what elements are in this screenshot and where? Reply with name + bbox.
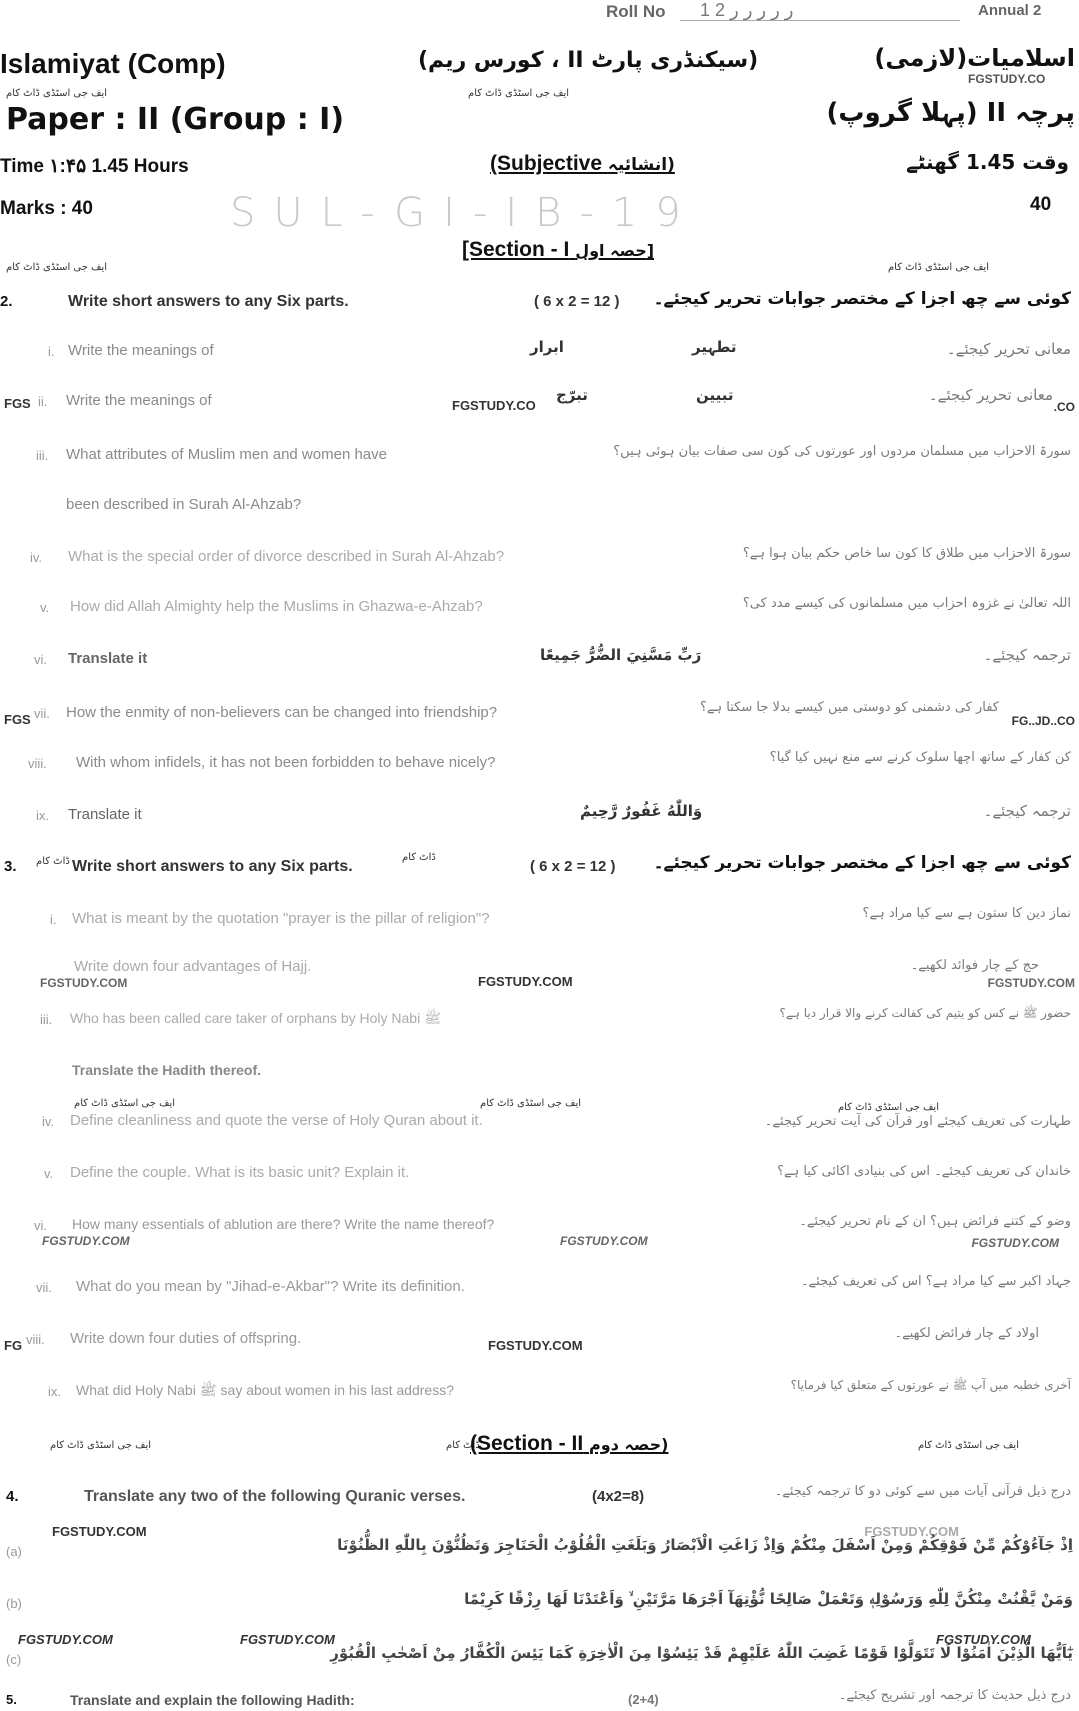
q2-part-num: vi. [34, 652, 47, 667]
watermark-urdu: ایف جی اسٹڈی ڈاٹ کام [480, 1098, 582, 1109]
q2-instruction-en: Write short answers to any Six parts. [68, 293, 349, 310]
q4-verse: اِذْ جَآءُوْكُمْ مِّنْ فَوْقِكُمْ وَمِنْ اَسْفَلَ مِنْكُمْ وَاِذْ زَاغَتِ الْاَبْصَارُ وَبَلَغَتِ الْقُلُوْبُ الْحَنَاجِرَ وَتَظُنُّوْنَ بِاللّٰهِ الظُّنُوْنَا [337, 1536, 1073, 1554]
section-1-heading-en: [Section - I [462, 238, 570, 261]
watermark-urdu: ایف جی اسٹڈی ڈاٹ کام [6, 88, 108, 99]
q4-verse-label: (a) [6, 1544, 22, 1559]
session-label: Annual 2 [978, 2, 1042, 19]
q5-instruction-ur: درج ذیل حدیث کا ترجمہ اور تشریح کیجئے۔ [838, 1688, 1071, 1703]
watermark-urdu: ڈاٹ کام [36, 856, 70, 867]
watermark-urdu: ایف جی اسٹڈی ڈاٹ کام [917, 1440, 1019, 1451]
q2-part-ur: سورۃ الاحزاب میں طلاق کا کون سا خاص حکم بیان ہوا ہے؟ [742, 546, 1071, 561]
time-ur: وقت 1.45 گھنٹے [906, 150, 1069, 174]
paper-type-ur-label: انشائیہ) [607, 155, 675, 175]
q2-part-arabic: وَاللّٰهُ غَفُورٌ رَّحِيمٌ [580, 802, 703, 820]
roll-no-label: Roll No [606, 2, 666, 21]
q3-part-ur: آخری خطبہ میں آپ ﷺ نے عورتوں کے متعلق کیا فرمایا؟ [790, 1378, 1071, 1392]
watermark-site: FGS [4, 712, 31, 727]
q2-instruction-ur: کوئی سے چھ اجزا کے مختصر جوابات تحریر کیجئے۔ [653, 289, 1071, 309]
q3-part-num: iv. [42, 1114, 55, 1129]
q2-part-text: What is the special order of divorce described in Surah Al-Ahzab? [68, 548, 505, 565]
q2-part-num: viii. [28, 756, 47, 771]
marks-ur: 40 [1030, 194, 1052, 215]
q3-part-ur: طہارت کی تعریف کیجئے اور قرآن کی آیت تحریر کیجئے۔ [764, 1114, 1071, 1129]
q3-instruction-ur: کوئی سے چھ اجزا کے مختصر جوابات تحریر کیجئے۔ [653, 853, 1071, 873]
q2-part-num: ix. [36, 808, 49, 823]
q2-part-text: Write the meanings of [66, 392, 212, 409]
q2-part-ur: سورۃ الاحزاب میں مسلمان مردوں اور عورتوں کی کون سی صفات بیان ہوئی ہیں؟ [613, 444, 1071, 459]
q3-part-text: Write down four advantages of Hajj. [74, 958, 312, 975]
watermark-urdu: ڈاٹ کام [402, 852, 436, 863]
watermark-urdu: ایف جی اسٹڈی ڈاٹ کام [468, 88, 570, 99]
q2-part-word: ابرار [530, 338, 564, 356]
q5-marks: (2+4) [628, 1692, 659, 1707]
q2-part-ur: اللہ تعالیٰ نے غزوہ احزاب میں مسلمانوں کی کیسے مدد کی؟ [742, 596, 1071, 611]
watermark-urdu: ایف جی اسٹڈی ڈاٹ کام [887, 262, 989, 273]
q2-part-text: Translate it [68, 806, 142, 823]
q2-part-arabic: رَبِّ مَسَّنِيَ الضُّرُّ جَمِيعًا [540, 646, 702, 664]
q3-part-num: ix. [48, 1384, 61, 1399]
q3-part-ur: حج کے چار فوائد لکھیے۔ [910, 958, 1039, 973]
q2-part-text: With whom infidels, it has not been forbidden to behave nicely? [76, 754, 496, 771]
class-title-ur: (سیکنڈری پارٹ II ، کورس ریم) [418, 48, 759, 73]
q2-part-num: i. [48, 344, 55, 359]
q3-number: 3. [4, 858, 17, 875]
q3-part-text-cont: Translate the Hadith thereof. [72, 1062, 262, 1078]
q3-part-text: Write down four duties of offspring. [70, 1330, 302, 1347]
q3-part-num: viii. [26, 1332, 45, 1347]
q3-part-text: What did Holy Nabi ﷺ say about women in his last address? [76, 1382, 454, 1398]
watermark-site: .CO [1053, 400, 1075, 414]
watermark-urdu: ایف جی اسٹڈی ڈاٹ کام [74, 1098, 176, 1109]
q3-part-text: What do you mean by "Jihad-e-Akbar"? Write its definition. [76, 1278, 465, 1295]
q3-part-num: i. [50, 912, 57, 927]
watermark-site: FGSTUDY.COM [488, 1338, 583, 1353]
paper-type-en [490, 152, 675, 176]
section-2-heading [470, 1432, 668, 1456]
watermark-site: FGSTUDY.COM [240, 1632, 335, 1647]
q2-part-ur: ترجمہ کیجئے۔ [983, 802, 1071, 820]
watermark-site: FGSTUDY.CO [968, 72, 1046, 86]
watermark-site: FGSTUDY.COM [987, 976, 1075, 990]
q2-part-text: How the enmity of non-believers can be changed into friendship? [66, 704, 498, 721]
section-1-heading-ur: حصہ اول] [575, 241, 655, 260]
q3-part-text: What is meant by the quotation "prayer is the pillar of religion"? [72, 910, 490, 927]
q3-part-ur: نماز دین کا ستون ہے سے کیا مراد ہے؟ [862, 906, 1071, 921]
q2-part-ur: کن کفار کے ساتھ اچھا سلوک کرنے سے منع نہیں کیا گیا؟ [769, 750, 1071, 765]
q3-part-text: How many essentials of ablution are there? Write the name thereof? [72, 1216, 495, 1232]
q2-part-num: v. [40, 600, 50, 615]
q2-part-ur: ترجمہ کیجئے۔ [983, 646, 1071, 664]
paper-title-en: Paper : II (Group : I) [6, 102, 345, 137]
subject-title-en: Islamiyat (Comp) [0, 48, 226, 79]
watermark-site: FGSTUDY.COM [42, 1234, 130, 1248]
q3-part-text: Define the couple. What is its basic unit? Explain it. [70, 1164, 410, 1181]
section-2-heading-ur: حصہ دوم) [589, 1435, 669, 1454]
watermark-site: FGSTUDY.COM [971, 1236, 1059, 1250]
watermark-urdu: ایف جی اسٹڈی ڈاٹ کام [6, 262, 108, 273]
handwritten-note: SUL-GI-IB-19 [230, 190, 699, 236]
watermark-site: FGSTUDY.COM [864, 1524, 959, 1539]
q2-part-text-cont: been described in Surah Al-Ahzab? [66, 496, 302, 513]
q2-part-num: iii. [36, 448, 49, 463]
paper-title-ur: پرچہ II (پہلا گروپ) [826, 98, 1075, 128]
q2-part-num: ii. [38, 394, 48, 409]
q2-part-text: Translate it [68, 650, 148, 667]
q3-marks: ( 6 x 2 = 12 ) [530, 858, 616, 875]
section-1-heading [462, 238, 654, 262]
q3-part-text: Who has been called care taker of orphans by Holy Nabi ﷺ [70, 1010, 442, 1026]
q5-instruction-en: Translate and explain the following Hadith: [70, 1692, 355, 1708]
q2-number: 2. [0, 293, 13, 310]
q4-verse: يٰٓاَيُّهَا الَّذِيْنَ اٰمَنُوْا لَا تَتَوَلَّوْا قَوْمًا غَضِبَ اللّٰهُ عَلَيْهِمْ قَدْ يَئِسُوْا مِنَ الْاٰخِرَةِ كَمَا يَئِسَ الْكُفَّارُ مِنْ اَصْحٰبِ الْقُبُوْرِ [330, 1644, 1073, 1662]
q3-part-num: v. [44, 1166, 54, 1181]
watermark-site: FGSTUDY.COM [478, 974, 573, 989]
q3-part-ur: جہاد اکبر سے کیا مراد ہے؟ اس کی تعریف کیجئے۔ [800, 1274, 1071, 1289]
q2-part-ur: معانی تحریر کیجئے۔ [946, 340, 1071, 358]
q3-part-text: Define cleanliness and quote the verse of Holy Quran about it. [70, 1112, 483, 1129]
q2-part-ur: کفار کی دشمنی کو دوستی میں کیسے بدلا جا سکتا ہے؟ [700, 700, 999, 715]
watermark-site: FG [4, 1338, 23, 1353]
watermark-site: FGSTUDY.CO [452, 398, 536, 413]
q5-number: 5. [6, 1692, 17, 1707]
marks-en: Marks : 40 [0, 198, 93, 219]
q2-part-text: Write the meanings of [68, 342, 214, 359]
q3-part-ur: خاندان کی تعریف کیجئے۔ اس کی بنیادی اکائی کیا ہے؟ [777, 1164, 1071, 1179]
watermark-urdu: ڈاٹ کام [446, 1440, 480, 1451]
watermark-site: FGS [4, 396, 31, 411]
q3-part-num: vii. [36, 1280, 52, 1295]
q2-part-text: How did Allah Almighty help the Muslims in Ghazwa-e-Ahzab? [70, 598, 483, 615]
q2-part-num: vii. [34, 706, 50, 721]
watermark-site: FGSTUDY.COM [40, 976, 128, 990]
q2-part-ur: معانی تحریر کیجئے۔ [928, 386, 1053, 404]
q2-part-text: What attributes of Muslim men and women have [66, 446, 387, 463]
q4-verse-label: (b) [6, 1596, 22, 1611]
time-en: Time ۱:۴۵ 1.45 Hours [0, 156, 189, 177]
roll-no-value: 1 2 ر ر ر ر ر [700, 0, 794, 20]
q2-part-word: تبرّج [556, 386, 588, 404]
q4-verse: وَمَنْ يَّقْنُتْ مِنْكُنَّ لِلّٰهِ وَرَسُوْلِهٖ وَتَعْمَلْ صَالِحًا نُّؤْتِهَآ اَجْرَهَا مَرَّتَيْنِ ۙ وَاَعْتَدْنَا لَهَا رِزْقًا كَرِيْمًا [464, 1590, 1073, 1608]
watermark-urdu: ایف جی اسٹڈی ڈاٹ کام [837, 1102, 939, 1113]
q3-part-num: iii. [40, 1012, 53, 1027]
watermark-site: FGSTUDY.COM [18, 1632, 113, 1647]
q4-instruction-ur: درج ذیل قرآنی آیات میں سے کوئی دو کا ترجمہ کیجئے۔ [774, 1484, 1071, 1499]
q4-instruction-en: Translate any two of the following Quranic verses. [84, 1488, 466, 1505]
watermark-site: FGSTUDY.COM [560, 1234, 648, 1248]
q3-instruction-en: Write short answers to any Six parts. [72, 858, 353, 875]
q4-verse-label: (c) [6, 1652, 22, 1667]
q2-marks: ( 6 x 2 = 12 ) [534, 293, 620, 310]
q2-part-word: تبیین [696, 386, 734, 404]
paper-type-en-label: (Subjective [490, 152, 603, 175]
watermark-site: FGSTUDY.COM [936, 1632, 1031, 1647]
watermark-site: FG..JD..CO [1011, 714, 1075, 728]
q4-number: 4. [6, 1488, 19, 1505]
q2-part-num: iv. [30, 550, 43, 565]
watermark-urdu: ایف جی اسٹڈی ڈاٹ کام [50, 1440, 152, 1451]
q3-part-ur: وضو کے کتنے فرائض ہیں؟ ان کے نام تحریر کیجئے۔ [799, 1214, 1071, 1229]
q3-part-ur: اولاد کے چار فرائض لکھیے۔ [894, 1326, 1039, 1341]
q3-part-num: vi. [34, 1218, 47, 1233]
q3-part-ur: حضور ﷺ نے کس کو یتیم کی کفالت کرنے والا قرار دیا ہے؟ [779, 1006, 1071, 1020]
section-2-heading-en: (Section - II [470, 1432, 584, 1455]
watermark-site: FGSTUDY.COM [52, 1524, 147, 1539]
q4-marks: (4x2=8) [592, 1488, 645, 1505]
subject-title-ur: اسلامیات(لازمی) [874, 44, 1075, 72]
q2-part-word: تطہیر [692, 338, 737, 356]
